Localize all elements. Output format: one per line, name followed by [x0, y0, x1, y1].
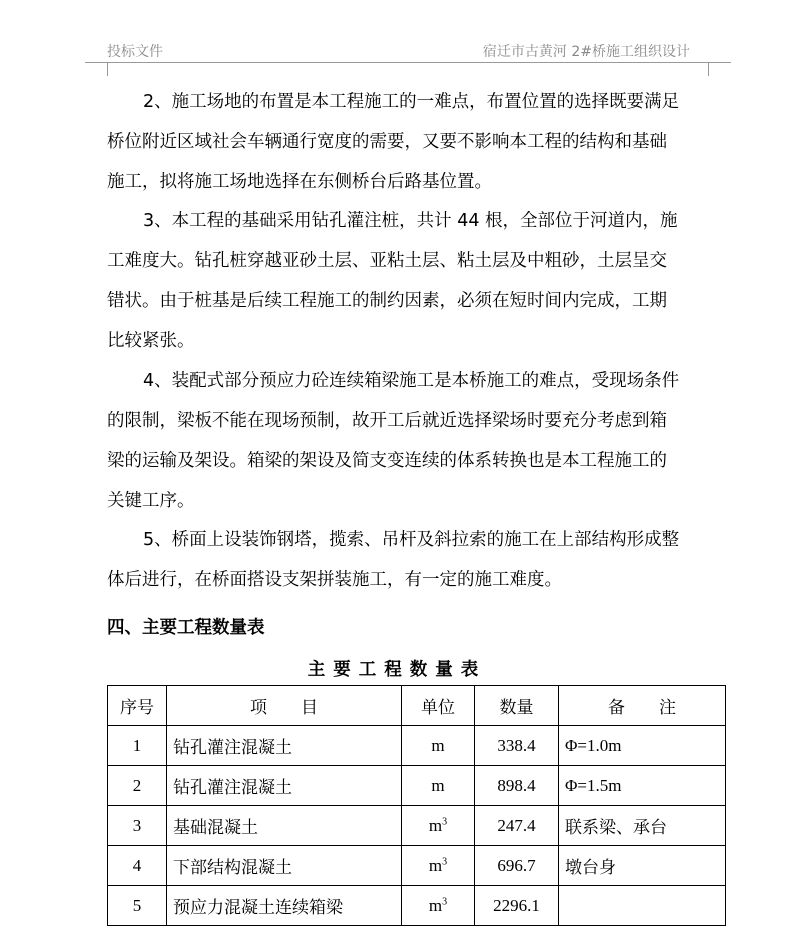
row-quantity: 338.4 [475, 726, 559, 766]
row-index: 3 [108, 806, 167, 846]
row-unit [402, 886, 475, 926]
row-index: 2 [108, 766, 167, 806]
row-note: Φ=1.0m [559, 726, 726, 766]
row-unit [402, 846, 475, 886]
paragraph-line: 梁的运输及架设。箱梁的架设及简支变连续的体系转换也是本工程施工的 [107, 451, 667, 471]
row-note: 墩台身 [559, 846, 726, 886]
row-item: 基础混凝土 [167, 806, 402, 846]
paragraph-line: 比较紧张。 [107, 331, 195, 351]
table-row [108, 766, 726, 806]
paragraph-line: 工难度大。钻孔桩穿越亚砂土层、亚粘土层、粘土层及中粗砂，土层呈交 [107, 251, 667, 271]
table-row [108, 846, 726, 886]
header-cell-item: 项 目 [167, 686, 402, 726]
paragraph-line: 施工，拟将施工场地选择在东侧桥台后路基位置。 [107, 172, 492, 192]
unit-base: m [431, 735, 445, 755]
header-cell-unit: 单位 [402, 686, 475, 726]
row-item: 预应力混凝土连续箱梁 [167, 886, 402, 926]
unit-exponent: 3 [442, 815, 448, 827]
row-item: 钻孔灌注混凝土 [167, 726, 402, 766]
row-quantity: 696.7 [475, 846, 559, 886]
table-row [108, 886, 726, 926]
table-body [108, 726, 726, 926]
paragraph-line: 关键工序。 [107, 491, 195, 511]
row-quantity: 898.4 [475, 766, 559, 806]
row-unit [402, 806, 475, 846]
header-cell-index: 序号 [108, 686, 167, 726]
unit-base: m [428, 855, 443, 875]
row-unit [402, 726, 475, 766]
paragraph-3 [107, 201, 707, 361]
header-rule [85, 62, 731, 63]
quantity-table [107, 685, 726, 926]
unit-base: m [428, 815, 443, 835]
row-note: 联系梁、承台 [559, 806, 726, 846]
row-note [559, 886, 726, 926]
row-index: 5 [108, 886, 167, 926]
table-title: 主要工程数量表 [307, 660, 487, 680]
header-cell-quantity: 数量 [475, 686, 559, 726]
table-row [108, 726, 726, 766]
section-title: 四、主要工程数量表 [107, 618, 265, 638]
unit-base: m [428, 895, 443, 915]
row-quantity: 2296.1 [475, 886, 559, 926]
unit-exponent: 3 [442, 895, 448, 907]
header-rule-corner-left [107, 62, 108, 76]
row-quantity: 247.4 [475, 806, 559, 846]
header-left: 投标文件 [107, 44, 163, 60]
paragraph-line: 4、装配式部分预应力砼连续箱梁施工是本桥施工的难点，受现场条件 [143, 371, 680, 391]
paragraph-line: 3、本工程的基础采用钻孔灌注桩，共计 44 根，全部位于河道内，施 [143, 211, 678, 231]
paragraph-5 [107, 520, 707, 600]
row-index: 4 [108, 846, 167, 886]
header-right: 宿迁市古黄河 2#桥施工组织设计 [482, 44, 690, 60]
page-header [107, 41, 690, 63]
table-header-row [108, 686, 726, 726]
unit-exponent: 3 [442, 855, 448, 867]
paragraph-2 [107, 82, 707, 202]
row-item: 钻孔灌注混凝土 [167, 766, 402, 806]
table-row [108, 806, 726, 846]
paragraph-4 [107, 361, 707, 521]
paragraph-line: 体后进行，在桥面搭设支架拼装施工，有一定的施工难度。 [107, 570, 562, 590]
paragraph-line: 5、桥面上设装饰钢塔，揽索、吊杆及斜拉索的施工在上部结构形成整 [143, 530, 680, 550]
row-index: 1 [108, 726, 167, 766]
header-rule-corner-right [708, 62, 709, 76]
paragraph-line: 桥位附近区域社会车辆通行宽度的需要，又要不影响本工程的结构和基础 [107, 132, 667, 152]
paragraph-line: 的限制，梁板不能在现场预制，故开工后就近选择梁场时要充分考虑到箱 [107, 411, 667, 431]
paragraph-line: 2、施工场地的布置是本工程施工的一难点，布置位置的选择既要满足 [143, 92, 680, 112]
row-unit [402, 766, 475, 806]
row-note: Φ=1.5m [559, 766, 726, 806]
unit-base: m [431, 775, 445, 795]
header-cell-note: 备 注 [559, 686, 726, 726]
row-item: 下部结构混凝土 [167, 846, 402, 886]
paragraph-line: 错状。由于桩基是后续工程施工的制约因素，必须在短时间内完成，工期 [107, 291, 667, 311]
